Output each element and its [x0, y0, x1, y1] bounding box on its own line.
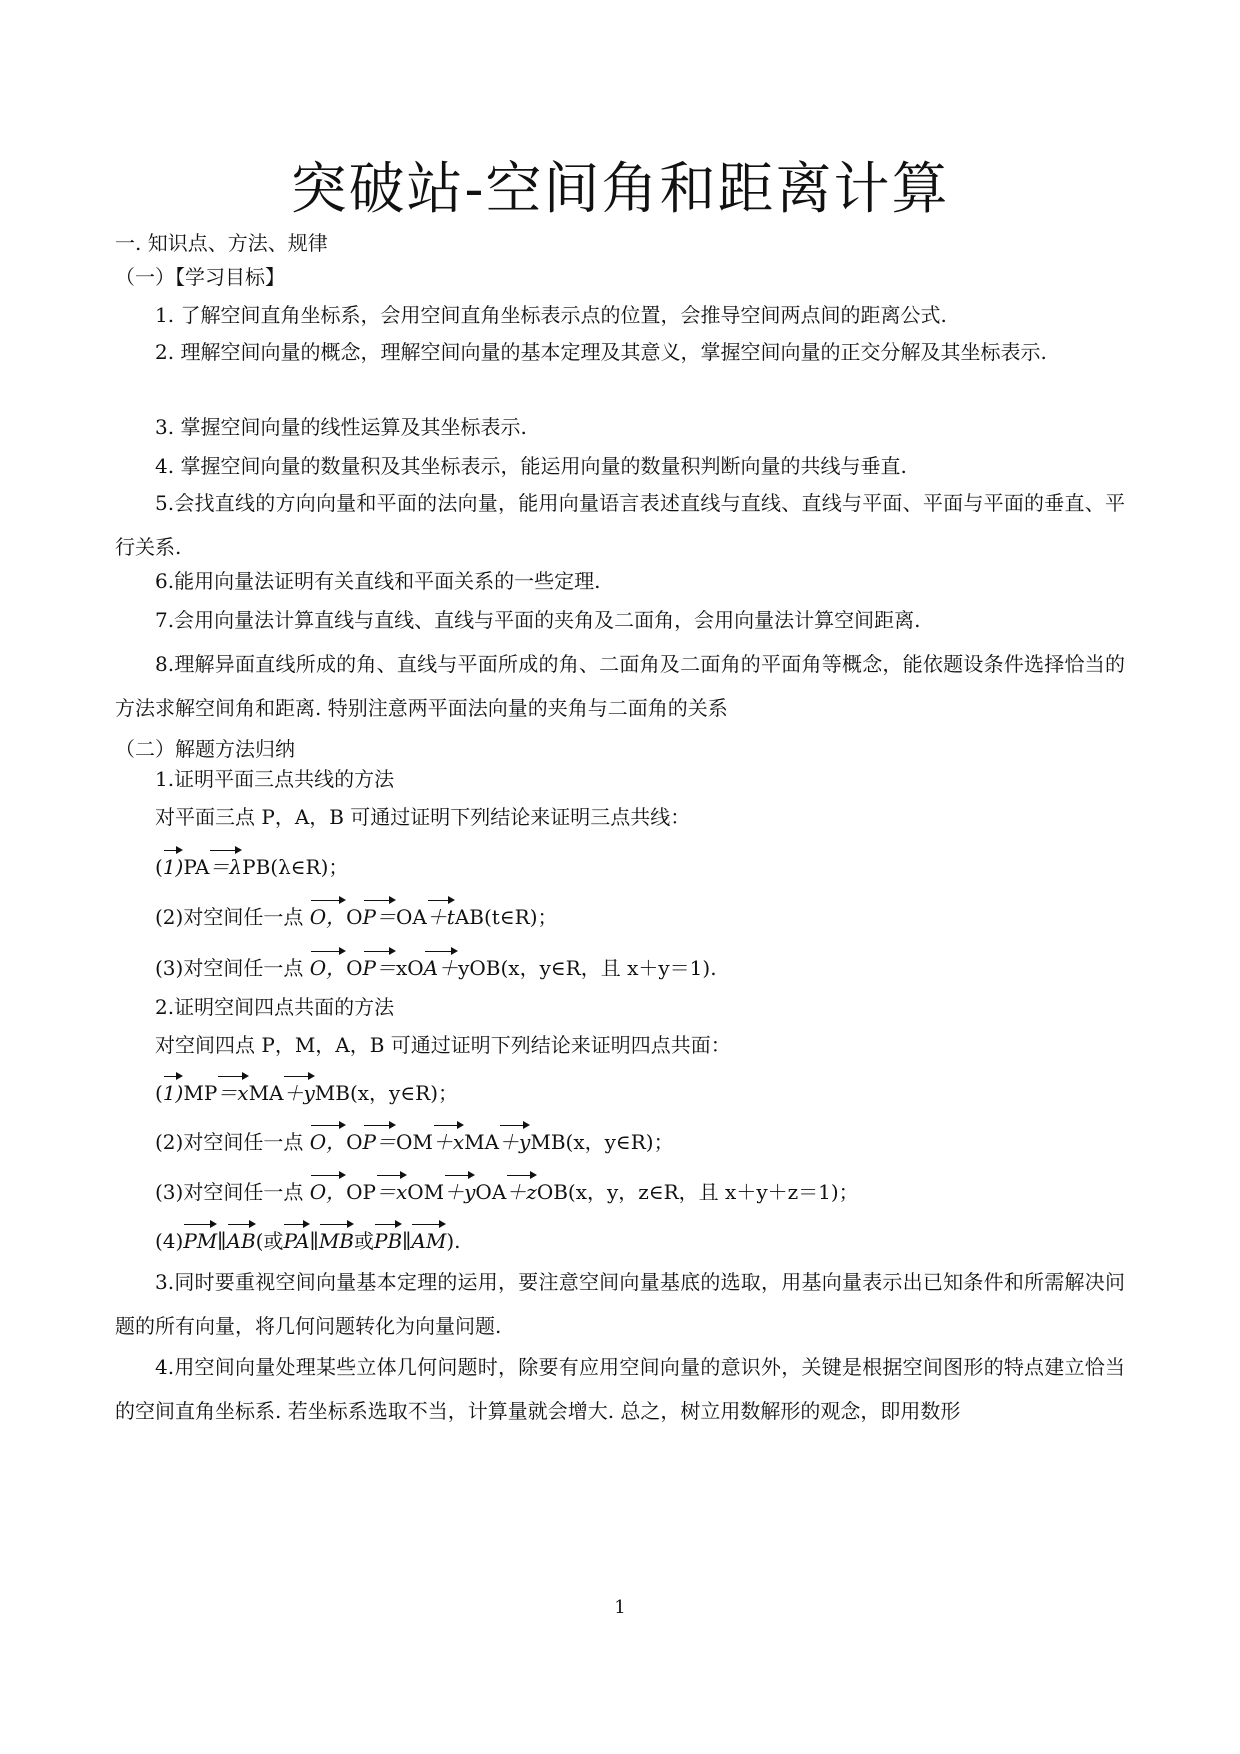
- goal-item-6: 6.能用向量法证明有关直线和平面关系的一些定理.: [155, 569, 601, 593]
- vector-symbol: P＝: [363, 1127, 396, 1157]
- method1-item-3: (3)对空间任一点 O，OP＝xOA＋yOB(x，y∈R，且 x＋y＝1).: [155, 953, 717, 983]
- paragraph-3: 3.同时要重视空间向量基本定理的运用，要注意空间向量基底的选取，用基向量表示出已知条件和所需解决问题的所有向量，将几何问题转化为向量问题.: [115, 1270, 1125, 1338]
- vector-symbol: PM: [183, 1226, 217, 1256]
- vector-symbol: O，: [310, 953, 346, 983]
- method2-item-4: (4)PM∥AB(或PA∥MB或PB∥AM).: [155, 1226, 461, 1256]
- vector-symbol: AM: [411, 1226, 446, 1256]
- vector-symbol: ＋y: [283, 1078, 314, 1108]
- method2-title: 2.证明空间四点共面的方法: [155, 995, 395, 1019]
- vector-symbol: AB: [227, 1226, 256, 1256]
- vector-symbol: ＝x: [217, 1078, 248, 1108]
- vector-symbol: MB: [319, 1226, 354, 1256]
- method2-intro: 对空间四点 P，M，A，B 可通过证明下列结论来证明四点共面：: [155, 1033, 731, 1057]
- goal-item-8: 8.理解异面直线所成的角、直线与平面所成的角、二面角及二面角的平面角等概念，能依题设条件选择恰当的方法求解空间角和距离. 特别注意两平面法向量的夹角与二面角的关系: [115, 652, 1125, 720]
- vector-symbol: ＋x: [433, 1127, 464, 1157]
- vector-symbol: ＝x: [376, 1177, 407, 1207]
- method2-item-1: (1)MP＝xMA＋yMB(x，y∈R)；: [155, 1078, 458, 1108]
- goal-item-1: 1. 了解空间直角坐标系，会用空间直角坐标表示点的位置，会推导空间两点间的距离公式.: [155, 303, 947, 327]
- vector-symbol: ＋y: [444, 1177, 475, 1207]
- vector-symbol: O，: [310, 902, 346, 932]
- method1-title: 1.证明平面三点共线的方法: [155, 767, 395, 791]
- vector-symbol: 1): [163, 852, 184, 882]
- vector-symbol: PA: [283, 1226, 309, 1256]
- page-number: 1: [614, 1597, 626, 1618]
- vector-symbol: 1): [163, 1078, 184, 1108]
- goal-item-7: 7.会用向量法计算直线与直线、直线与平面的夹角及二面角，会用向量法计算空间距离.: [155, 608, 921, 632]
- vector-symbol: P＝: [363, 953, 396, 983]
- paragraph-4: 4.用空间向量处理某些立体几何问题时，除要有应用空间向量的意识外，关键是根据空间图形的特点建立恰当的空间直角坐标系. 若坐标系选取不当，计算量就会增大. 总之，树立用数解形的观念，即用数形: [115, 1355, 1125, 1423]
- goal-item-3: 3. 掌握空间向量的线性运算及其坐标表示.: [155, 415, 527, 439]
- subsection-methods: （二）解题方法归纳: [115, 737, 295, 761]
- page-title: 突破站-空间角和距离计算: [290, 157, 950, 222]
- section-heading-knowledge: 一. 知识点、方法、规律: [115, 231, 328, 255]
- goal-item-4: 4. 掌握空间向量的数量积及其坐标表示，能运用向量的数量积判断向量的共线与垂直.: [155, 454, 907, 478]
- method1-item-2: (2)对空间任一点 O，OP＝OA＋tAB(t∈R)；: [155, 902, 558, 932]
- goal-item-5: 5.会找直线的方向向量和平面的法向量，能用向量语言表述直线与直线、直线与平面、平面与平面的垂直、平行关系.: [115, 491, 1125, 559]
- vector-symbol: ＋z: [506, 1177, 537, 1207]
- vector-symbol: P＝: [363, 902, 396, 932]
- method1-item-1: (1)PA＝λPB(λ∈R)；: [155, 852, 348, 882]
- vector-symbol: A＋: [424, 953, 458, 983]
- method2-item-2: (2)对空间任一点 O，OP＝OM＋xMA＋yMB(x，y∈R)；: [155, 1127, 674, 1157]
- vector-symbol: PB: [374, 1226, 402, 1256]
- vector-symbol: O，: [310, 1127, 346, 1157]
- subsection-learning-goals: （一）【学习目标】: [115, 265, 285, 289]
- vector-symbol: ＝λ: [209, 852, 242, 882]
- vector-symbol: ＋t: [427, 902, 455, 932]
- vector-symbol: ＋y: [499, 1127, 530, 1157]
- goal-item-2: 2. 理解空间向量的概念，理解空间向量的基本定理及其意义，掌握空间向量的正交分解及其坐标表示.: [155, 340, 1047, 364]
- method2-item-3: (3)对空间任一点 O，OP＝xOM＋yOA＋zOB(x，y，z∈R，且 x＋y＋z＝1)；: [155, 1177, 859, 1207]
- method1-intro: 对平面三点 P，A，B 可通过证明下列结论来证明三点共线：: [155, 805, 691, 829]
- vector-symbol: O，: [310, 1177, 346, 1207]
